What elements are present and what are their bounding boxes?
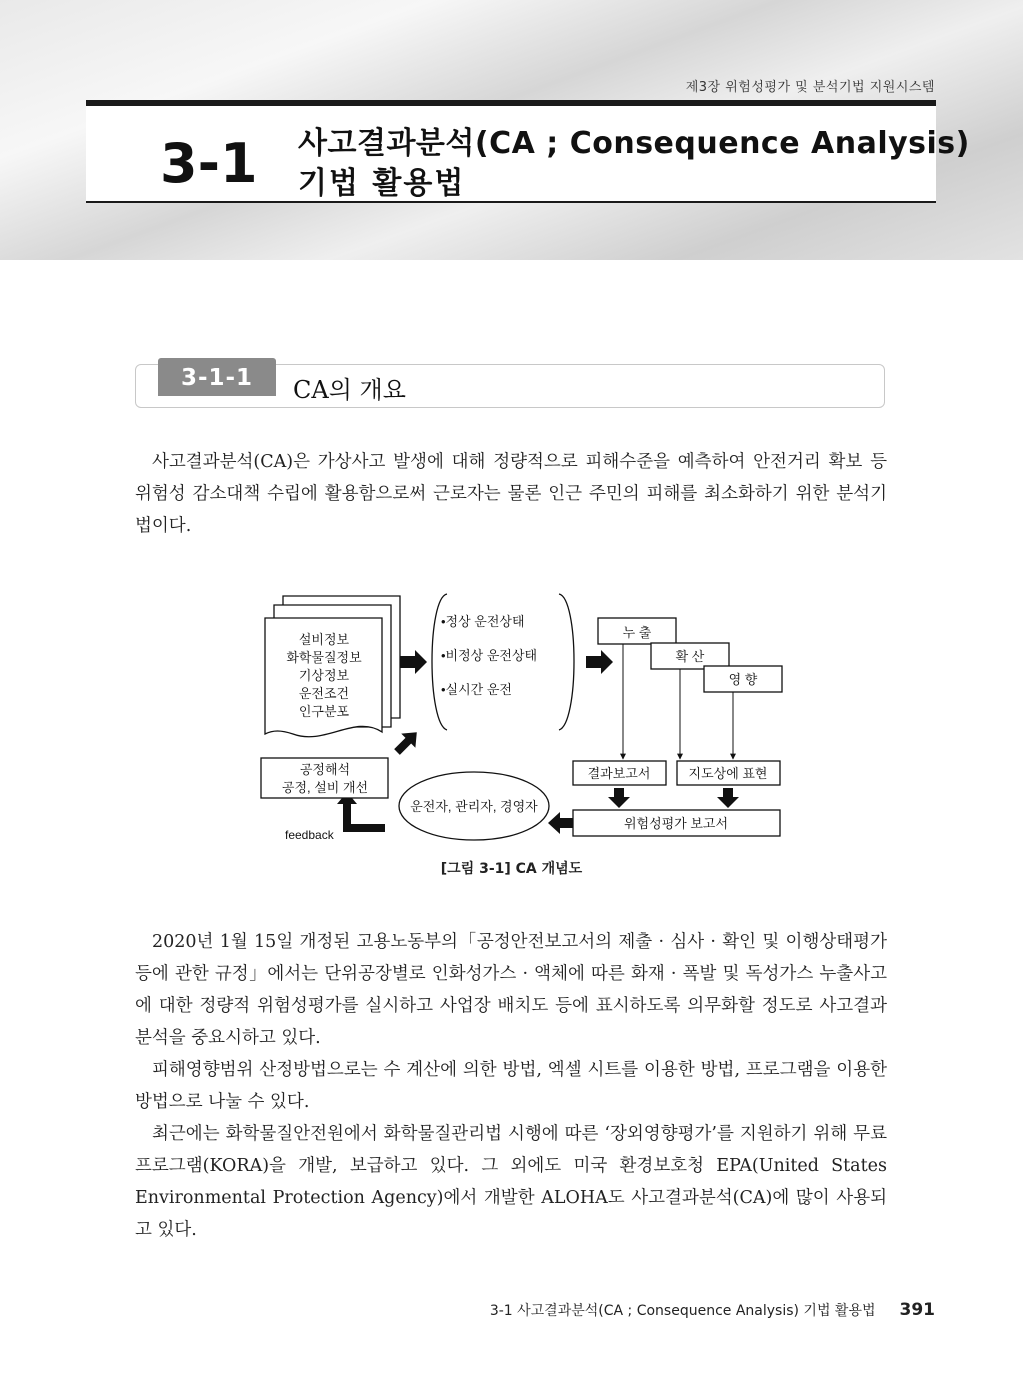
doc-line-operation: 운전조건: [298, 686, 350, 701]
arrow-process-to-states: [390, 725, 424, 759]
paragraph-regulation: 2020년 1월 15일 개정된 고용노동부의「공정안전보고서의 제출 · 심사 · 확인 및 이행상태평가 등에 관한 규정」에서는 단위공장별로 인화성가스 · 액체에 따른 화재 · 폭발 및 독성가스 누출사고에 대한 정량적 위험성평가를 실시하고 사업장 배치도 등에 표시하도록 의무화할 정도로 사고결과분석을 중요시하고 있다.: [135, 932, 887, 1048]
page-footer: [490, 1300, 935, 1320]
arrow-map-to-risk: [717, 788, 739, 808]
process-line2: 공정, 설비 개선: [281, 780, 369, 795]
arrow-states-to-leak: [586, 650, 613, 674]
stakeholders-label: 운전자, 관리자, 경영자: [410, 799, 538, 814]
risk-report-label: 위험성평가 보고서: [623, 816, 729, 831]
section-number: 3-1: [160, 132, 258, 195]
state-normal: •정상 운전상태: [441, 614, 525, 629]
page-number: 391: [899, 1300, 935, 1320]
leak-label: 누 출: [622, 625, 652, 640]
spread-label: 확 산: [675, 649, 705, 664]
map-display-label: 지도상에 표현: [688, 766, 768, 781]
paragraph-text: 사고결과분석(CA)은 가상사고 발생에 대해 정량적으로 피해수준을 예측하여 안전거리 확보 등 위험성 감소대책 수립에 활용함으로써 근로자는 물론 인근 주민의 피해를 최소화하기 위한 분석기법이다.: [135, 452, 887, 536]
ca-concept-diagram: [255, 588, 795, 848]
subsection-title: CA의 개요: [293, 376, 406, 404]
doc-line-chemical: 화학물질정보: [286, 650, 362, 665]
impact-label: 영 향: [728, 672, 758, 687]
state-abnormal: •비정상 운전상태: [441, 648, 538, 663]
body-paragraphs: [135, 926, 887, 1246]
doc-line-weather: 기상정보: [298, 668, 350, 683]
intro-paragraph: [135, 446, 887, 542]
paragraph-programs: 최근에는 화학물질안전원에서 화학물질관리법 시행에 따른 ‘장외영향평가’를 지원하기 위해 무료 프로그램(KORA)을 개발, 보급하고 있다. 그 외에도 미국 환경보호청 EPA(United States Environmental Protection Agency)에서 개발한 ALOHA도 사고결과분석(CA)에 많이 사용되고 있다.: [135, 1124, 887, 1240]
feedback-label: feedback: [285, 828, 334, 842]
subsection-number: 3-1-1: [158, 358, 276, 396]
result-report-label: 결과보고서: [587, 766, 651, 781]
doc-line-facility: 설비정보: [298, 632, 350, 647]
chapter-label: 제3장 위험성평가 및 분석기법 지원시스템: [685, 80, 935, 95]
right-paren: [559, 594, 574, 730]
process-line1: 공정해석: [299, 762, 351, 777]
arrow-doc-to-states: [400, 650, 427, 674]
arrow-result-to-risk: [608, 788, 630, 808]
running-title: 3-1 사고결과분석(CA ; Consequence Analysis) 기법 활용법: [489, 1303, 876, 1319]
page-title-line1: 사고결과분석(CA ; Consequence Analysis): [298, 126, 970, 161]
paragraph-methods: 피해영향범위 산정방법으로는 수 계산에 의한 방법, 엑셀 시트를 이용한 방법, 프로그램을 이용한 방법으로 나눌 수 있다.: [135, 1060, 887, 1112]
title-box: [86, 100, 970, 203]
arrow-risk-to-stakeholders: [548, 812, 573, 834]
state-realtime: •실시간 운전: [441, 682, 512, 697]
doc-line-population: 인구분포: [298, 704, 350, 719]
figure-caption: [그림 3-1] CA 개념도: [440, 861, 583, 877]
page-title-line2: 기법 활용법: [298, 166, 466, 201]
